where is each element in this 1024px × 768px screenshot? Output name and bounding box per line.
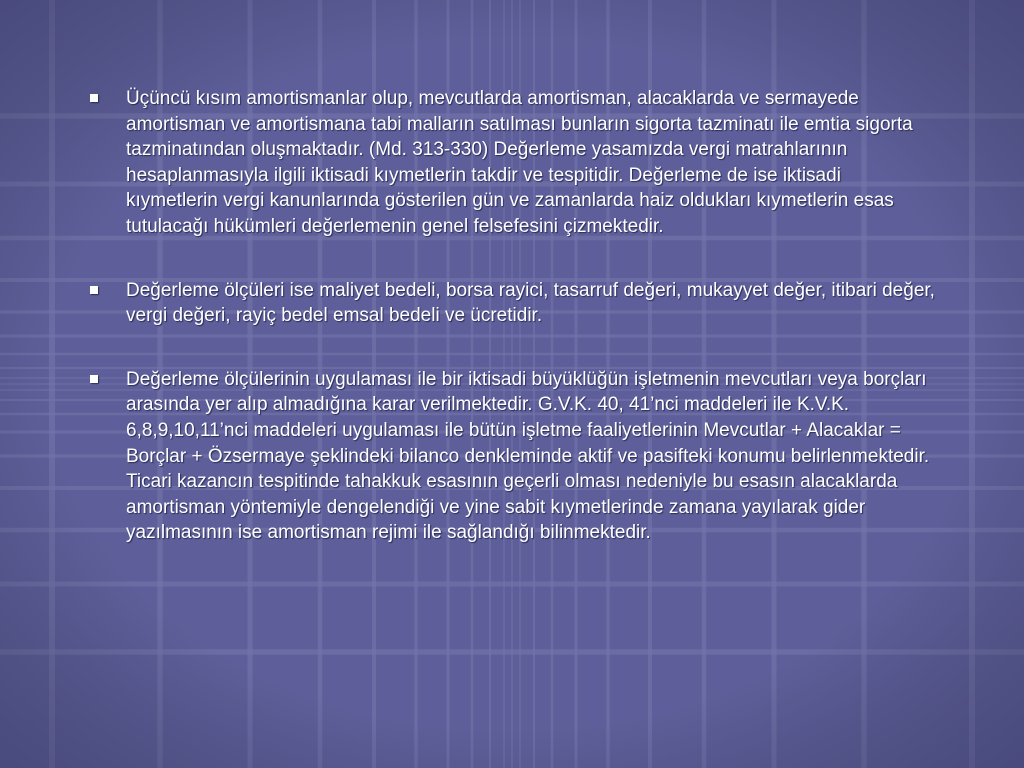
bullet-text: Değerleme ölçülerinin uygulaması ile bir iktisadi büyüklüğün işletmenin mevcutları veya borçları arasında yer alıp almadığına karar verilmektedir. G.V.K. 40, 41’nci maddeleri ile K.V.K. 6,8,9,10,11’nci maddeleri uygulaması ile bütün işletme faaliyetlerinin Mevcutlar + Alacaklar = Borçlar + Özsermaye şeklindeki bilanco denkleminde aktif ve pasifteki konumu belirlenmektedir. Ticari kazancın tespitinde tahakkuk esasının geçerli olması nedeniyle bu esasın alacaklarda amortisman yöntemiyle dengelendiği ve yine sabit kıymetlerinde zamana yayılarak gider yazılmasının ise amortisman rejimi ile sağlandığı bilinmektedir. [126,368,930,544]
square-bullet-icon [90,375,98,383]
slide-content [88,86,938,584]
bullet-text: Değerleme ölçüleri ise maliyet bedeli, borsa rayici, tasarruf değeri, mukayyet değer, itibari değer, vergi değeri, rayiç bedel emsal bedeli ve ücretidir. [126,279,935,327]
bullet-item [88,86,938,240]
bullet-text: Üçüncü kısım amortismanlar olup, mevcutlarda amortisman, alacaklarda ve sermayede amortisman ve amortismana tabi malların satılması bunların sigorta tazminatı ile emtia sigorta tazminatından oluşmaktadır. (Md. 313-330) Değerleme yasamızda vergi matrahlarının hesaplanmasıyla ilgili iktisadi kıymetlerin takdir ve tespitidir. Değerleme de ise iktisadi kıymetlerin vergi kanunlarında gösterilen gün ve zamanlarda haiz oldukları kıymetlerin esas tutulacağı hükümleri değerlemenin genel felsefesini çizmektedir. [126,88,913,237]
bullet-item [88,278,938,329]
bullet-item [88,367,938,546]
square-bullet-icon [90,286,98,294]
square-bullet-icon [90,94,98,102]
